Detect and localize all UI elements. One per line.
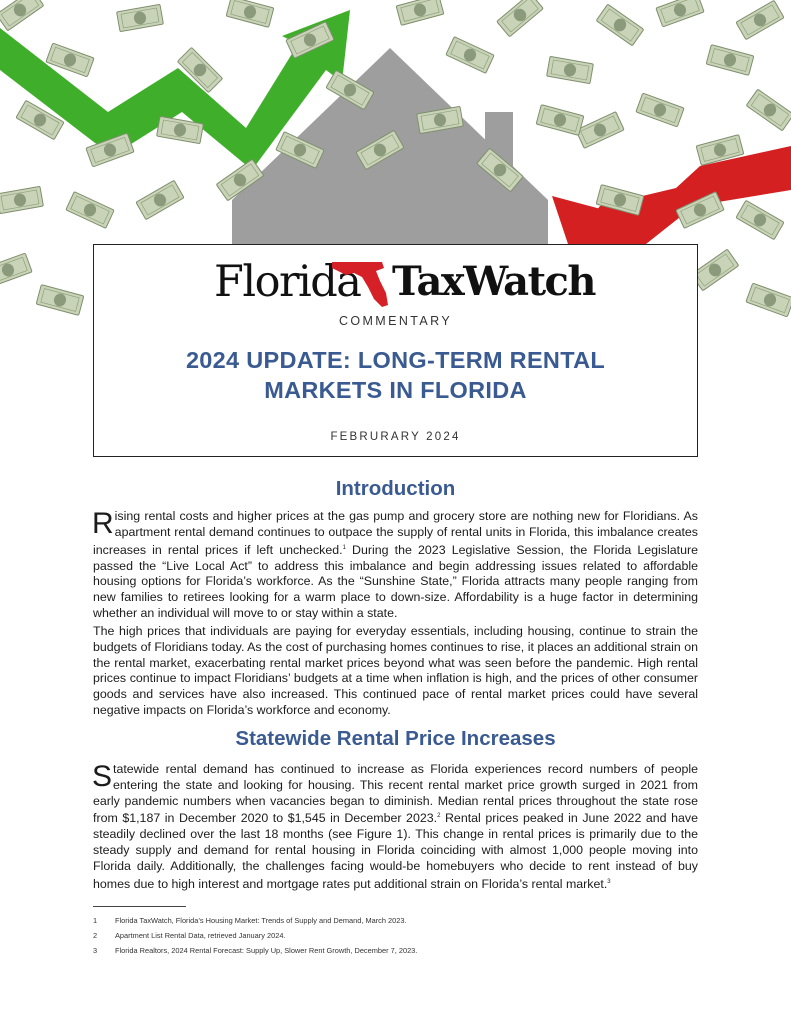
document-title [94,345,697,405]
dollar-bill-icon [596,4,644,46]
dollar-bill-icon [0,253,32,287]
dollar-bill-icon [136,180,184,219]
footnote-text: Florida Realtors, 2024 Rental Forecast: Supply Up, Slower Rent Growth, December 7, 2023. [115,946,418,955]
paragraph-text: Rental prices peaked in June 2022 and have steadily declined over the last 18 months (see Figure 1). This change in rental prices is primarily due to the steady supply and demand for rental housing in Florida coinciding with almost 1,000 people moving into Florida daily. Additionally, the challenges facing would-be homebuyers who decide to rent instead of buy homes due to high interest and mortgage rates put additional strain on Florida’s rental market. [93,811,698,891]
introduction-paragraph [93,509,698,622]
dollar-bill-icon [0,0,44,31]
footnote-text: Apartment List Rental Data, retrieved January 2024. [115,931,286,940]
introduction-paragraph: The high prices that individuals are paying for everyday essentials, including housing, continue to strain the budgets of Floridians today. As the cost of purchasing homes continues to rise, it places an additional strain on the rental market, exacerbating rental market prices beyond what was seen before the pandemic. High rental prices continue to impact Floridians’ budgets at a time when inflation is high, and the prices of other consumer goods and services have also increased. This continued pace of rental market prices could have several negative impacts on Florida’s workforce and economy. [93,624,698,717]
paragraph-text: tatewide rental demand has continued to increase as Florida experiences record numbers of people entering the state and looking for housing. This recent rental market price growth surged in 2021 from early pandemic numbers when vacancies began to diminish. Median rental prices throughout the state rose from $1,187 in December 2020 to $1,545 in December 2023. [93,762,698,826]
document-title-line: 2024 UPDATE: LONG-TERM RENTAL [185,347,606,373]
dollar-bill-icon [636,93,684,127]
category-label: COMMENTARY [338,314,453,328]
footnote-reference: 3 [607,878,611,885]
section-heading-introduction: Introduction [335,477,456,500]
dollar-bill-icon [446,37,494,74]
statewide-rental-paragraph [93,762,698,893]
footnote-number: 1 [93,916,98,925]
footnote-text: Florida TaxWatch, Florida’s Housing Market: Trends of Supply and Demand, March 2023. [115,916,407,925]
footnote-number: 3 [93,946,98,955]
dollar-bill-icon [396,0,444,25]
logo-word-florida: Florida [214,257,361,307]
dollar-bill-icon [746,89,791,131]
section-heading-statewide-rental: Statewide Rental Price Increases [235,727,556,750]
dollar-bill-icon [656,0,704,27]
footnote-reference: 2 [437,813,441,820]
document-title-line: MARKETS IN FLORIDA [264,377,527,403]
florida-taxwatch-logo [94,257,699,309]
drop-cap: S [92,760,113,793]
logo-word-taxwatch: TaxWatch [392,258,595,305]
dollar-bill-icon [497,0,544,37]
footnote [93,931,698,940]
paragraph-text: ising rental costs and higher prices at the gas pump and grocery store are nothing new for Floridians. As apartment rental demand continues to outpace the supply of rental units in Florida, this imbalance creates increases in rental prices if left unchecked. [93,509,698,557]
dollar-bill-icon [36,285,84,316]
document-date: FEBRURARY 2024 [330,431,461,443]
paragraph-text: During the 2023 Legislative Session, the Florida Legislature passed the “Live Local Act” to address this imbalance and begin addressing issues related to affordable housing options for Florida’s workforce. As the “Sunshine State,” Florida attracts many people ranging from new families to retirees looking for a warm place to down-size. Affordability is a huge factor in determining whether an individual will move to or stay within a state. [93,542,698,620]
footnote [93,946,698,955]
footnote-divider [93,906,186,907]
dollar-bill-icon [536,105,584,136]
dollar-bill-icon [706,45,754,76]
dollar-bill-icon [746,283,791,317]
footnote [93,916,698,925]
drop-cap: R [92,507,114,540]
title-box [93,244,698,457]
dollar-bill-icon [226,0,274,27]
footnotes [93,910,698,955]
florida-state-icon [332,259,390,309]
dollar-bill-icon [547,56,594,83]
dollar-bill-icon [66,192,114,229]
dollar-bill-icon [0,186,43,213]
footnote-reference: 1 [342,544,346,551]
dollar-bill-icon [736,0,784,39]
dollar-bill-icon [117,4,164,31]
dollar-bill-icon [736,200,784,239]
footnote-number: 2 [93,931,98,940]
